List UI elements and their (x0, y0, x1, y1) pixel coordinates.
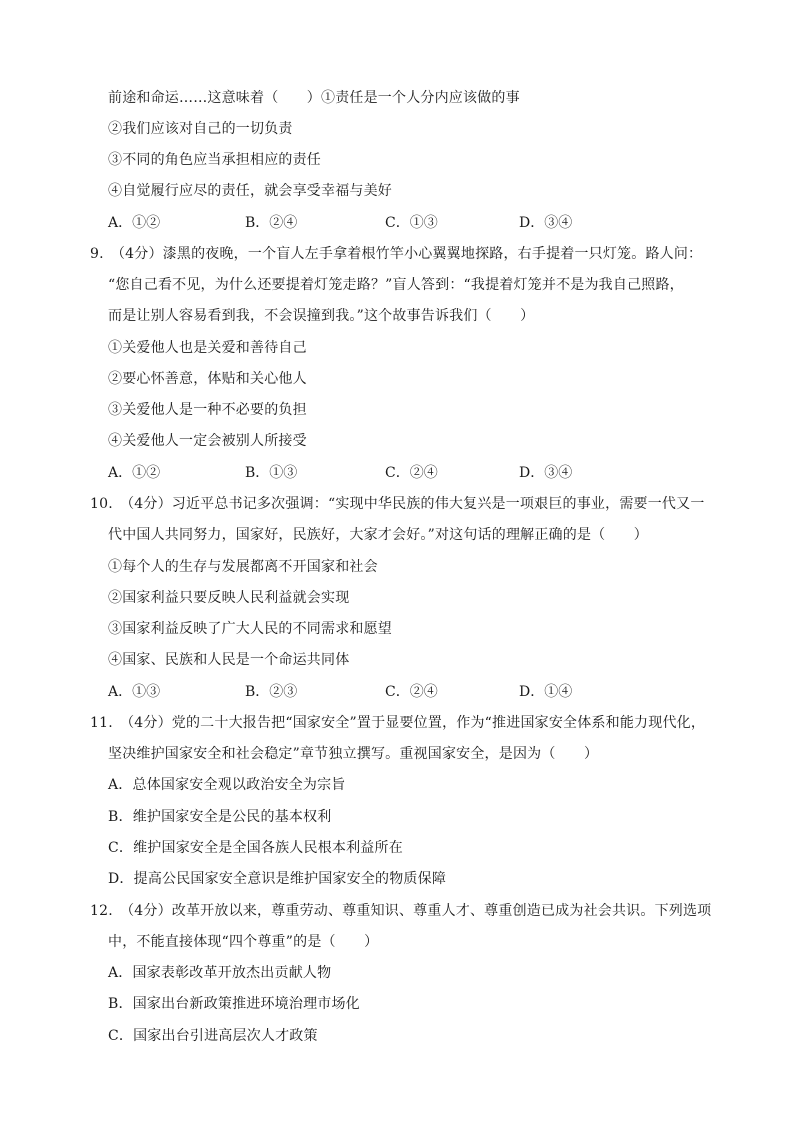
question-9-statement-3: ③关爱他人是一种不必要的负担 (108, 402, 307, 418)
question-8-option-a: A．①② (108, 215, 161, 231)
question-9-statement-1: ①关爱他人也是关爱和善待自己 (108, 340, 307, 356)
question-9-stem-line-2: “您自己看不见，为什么还要提着灯笼走路？”盲人答到：“我提着灯笼并不是为我自己照路， (108, 277, 684, 293)
question-10-statement-3: ③国家利益反映了广大人民的不同需求和愿望 (108, 621, 392, 637)
question-10-statement-4: ④国家、民族和人民是一个命运共同体 (108, 652, 350, 668)
question-11-choice-a: A．总体国家安全观以政治安全为宗旨 (108, 777, 346, 793)
question-11-choice-b: B．维护国家安全是公民的基本权利 (108, 809, 332, 825)
question-10-stem-line-1: 10. （4分）习近平总书记多次强调：“实现中华民族的伟大复兴是一项艰巨的事业，需要一代又一 (90, 496, 705, 512)
question-8-statement-3: ③不同的角色应当承担相应的责任 (108, 152, 321, 168)
question-12-choice-c: C．国家出台引进高层次人才政策 (108, 1028, 318, 1044)
question-9-option-b: B．①③ (245, 465, 298, 481)
question-11-choice-c: C．维护国家安全是全国各族人民根本利益所在 (108, 840, 403, 856)
question-10-option-c: C．②④ (385, 684, 438, 700)
question-10-option-a: A．①③ (108, 684, 161, 700)
question-8-option-c: C．①③ (385, 215, 438, 231)
question-10-statement-2: ②国家利益只要反映人民利益就会实现 (108, 590, 350, 606)
question-11-stem-line-1: 11. （4分）党的二十大报告把“国家安全”置于显要位置，作为“推进国家安全体系和能力现代化， (90, 715, 706, 731)
question-9-statement-2: ②要心怀善意，体贴和关心他人 (108, 371, 307, 387)
question-12-choice-a: A．国家表彰改革开放杰出贡献人物 (108, 965, 332, 981)
question-9-option-d: D．③④ (519, 465, 573, 481)
question-8-option-d: D．③④ (519, 215, 573, 231)
question-10-statement-1: ①每个人的生存与发展都离不开国家和社会 (108, 559, 378, 575)
question-12-choice-b: B．国家出台新政策推进环境治理市场化 (108, 996, 360, 1012)
question-9-option-a: A．①② (108, 465, 161, 481)
question-8-statement-4: ④自觉履行应尽的责任，就会享受幸福与美好 (108, 183, 392, 199)
question-8-statement-2: ②我们应该对自己的一切负责 (108, 121, 293, 137)
question-11-choice-d: D．提高公民国家安全意识是维护国家安全的物质保障 (108, 871, 447, 887)
question-10-option-b: B．②③ (245, 684, 298, 700)
question-10-option-d: D．①④ (519, 684, 573, 700)
question-9-stem-line-1: 9. （4分）漆黑的夜晚，一个盲人左手拿着根竹竿小心翼翼地探路，右手提着一只灯笼。路人问： (90, 246, 703, 262)
question-11-stem-line-2: 坚决维护国家安全和社会稳定”章节独立撰写。重视国家安全，是因为（ ） (108, 746, 599, 762)
question-8-option-b: B．②④ (245, 215, 298, 231)
question-10-stem-line-2: 代中国人共同努力，国家好，民族好，大家才会好。”对这句话的理解正确的是（ ） (108, 527, 648, 543)
question-9-statement-4: ④关爱他人一定会被别人所接受 (108, 433, 307, 449)
question-9-stem-line-3: 而是让别人容易看到我，不会误撞到我。”这个故事告诉我们（ ） (108, 308, 535, 324)
question-8-stem: 前途和命运……这意味着（ ）①责任是一个人分内应该做的事 (108, 90, 520, 106)
question-12-stem-line-1: 12. （4分）改革开放以来，尊重劳动、尊重知识、尊重人才、尊重创造已成为社会共识。下列选项 (90, 903, 712, 919)
question-12-stem-line-2: 中，不能直接体现“四个尊重”的是（ ） (108, 934, 379, 950)
question-9-option-c: C．②④ (385, 465, 438, 481)
